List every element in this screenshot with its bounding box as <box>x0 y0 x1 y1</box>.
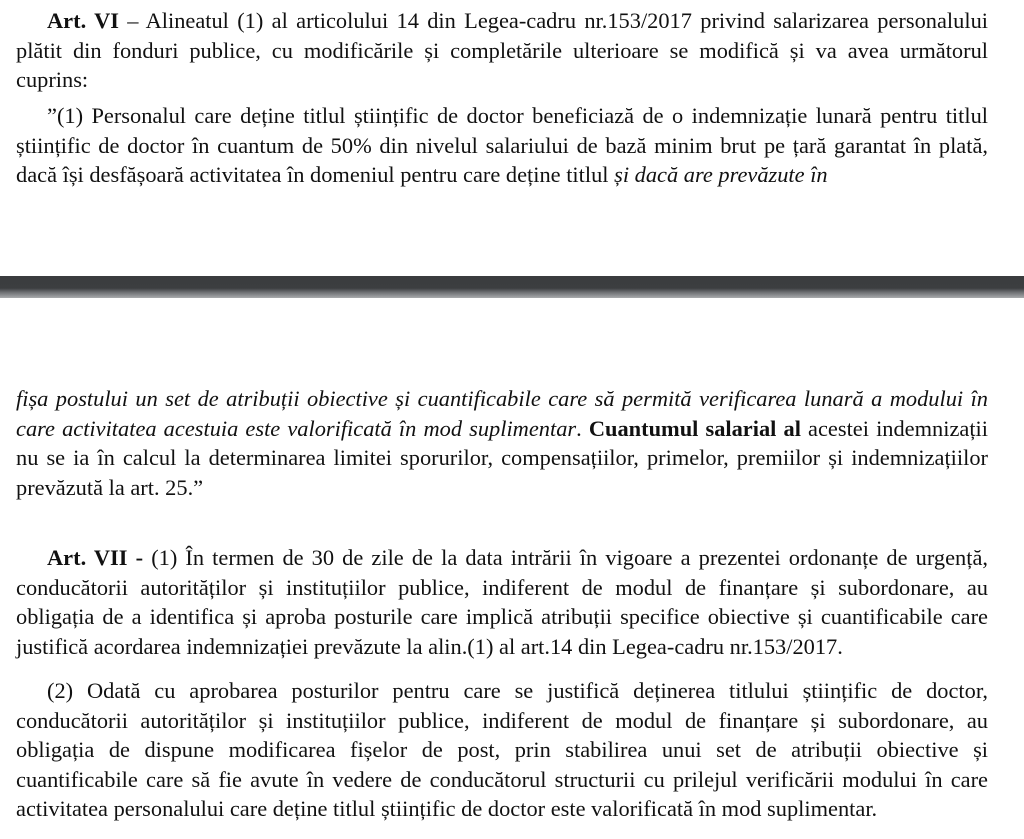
page-gap-divider <box>0 276 1024 298</box>
art6-continuation-bold-text: Cuantumul salarial al <box>588 415 801 441</box>
art6-continuation-italic-text: fișa postului un set de atribuții obiective și cuantificabile care să permită verificarea lunară a modului în care activitatea acestuia este valorificată în mod suplimentar <box>16 386 988 441</box>
art7-paragraph-2 <box>16 676 988 824</box>
art7-heading-dash: - <box>135 545 144 570</box>
art6-quote-continuation <box>16 384 988 502</box>
art6-heading: Art. VI <box>47 8 119 33</box>
art6-continuation-text: acestei indemnizații nu se ia în calcul la determinarea limitei sporurilor, compensațiilor, primelor, premiilor și indemnizațiilor prevăzută la art. 25.” <box>16 415 988 500</box>
art6-paragraph <box>16 6 988 95</box>
art6-quoted-alineat <box>16 101 988 190</box>
art6-quote-text: ”(1) Personalul care deține titlul științific de doctor beneficiază de o indemnizație lunară pentru titlul științific de doctor în cuantum de 50% din nivelul salariului de bază minim brut pe țară garantat în plată, dacă își desfășoară activitatea în domeniul pentru care deține titlul <box>16 103 988 187</box>
art7-para1-text: (1) În termen de 30 de zile de la data intrării în vigoare a prezentei ordonanțe de urgență, conducătorii autorităților și instituțiilor publice, indiferent de modul de finanțare și subordonare, au obligația de a identifica și aproba posturile care implică atribuții specifice obiective și cuantificabile care justifică acordarea indemnizației prevăzute la alin.(1) al art.14 din Legea-cadru nr.153/2017. <box>16 545 989 659</box>
art7-heading: Art. VII <box>47 545 128 570</box>
art7-paragraph-1 <box>16 543 988 661</box>
art6-continuation-period: . <box>576 415 582 441</box>
art6-quote-italic-text: și dacă are prevăzute în <box>614 162 828 187</box>
art6-intro-text: – Alineatul (1) al articolului 14 din Legea-cadru nr.153/2017 privind salarizarea personalului plătit din fonduri publice, cu modificările și completările ulterioare se modifică și va avea următorul cuprins: <box>16 8 988 92</box>
art7-para2-text: (2) Odată cu aprobarea posturilor pentru care se justifică deținerea titlului științific de doctor, conducătorii autorităților și instituțiilor publice, indiferent de modul de finanțare și subordonare, au obligația de dispune modificarea fișelor de post, prin stabilirea unui set de atribuții obiective și cuantificabile care să fie avute în vedere de conducătorul structurii cu prilejul verificării modului în care activitatea personalului care deține titlul științific de doctor este valorificată în mod suplimentar. <box>16 678 988 821</box>
